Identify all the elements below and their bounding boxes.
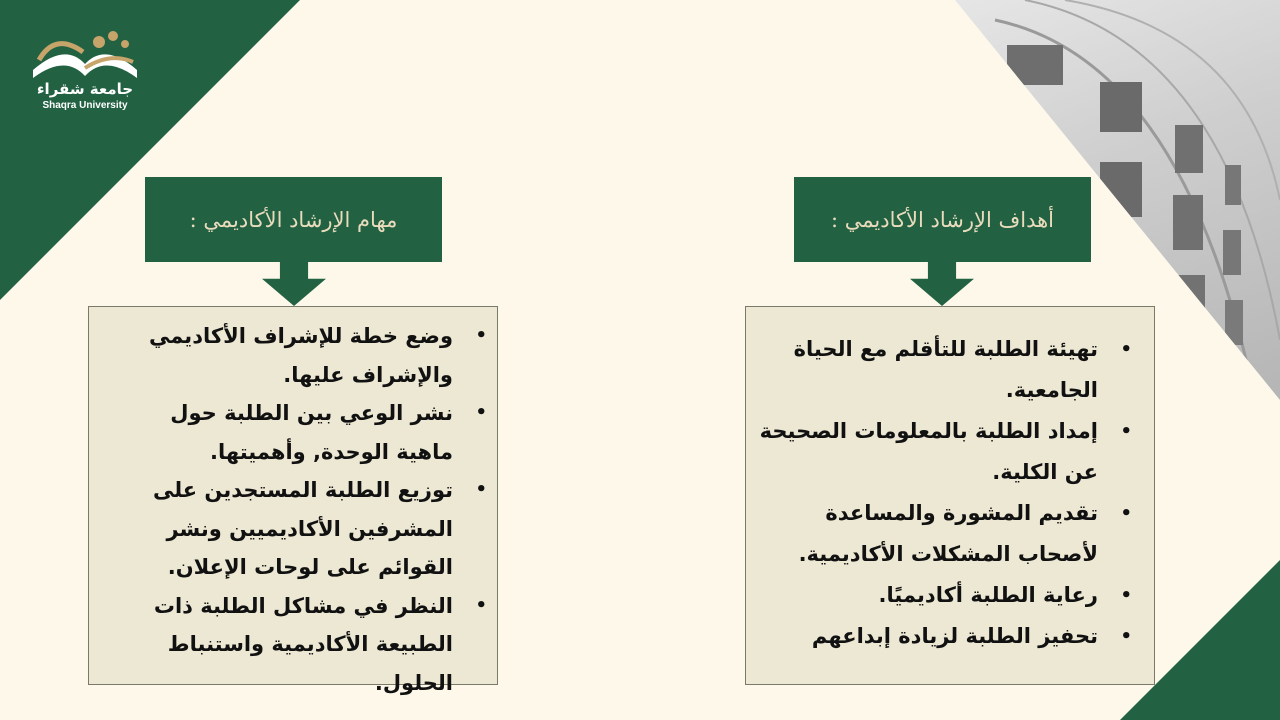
bullet-icon: • — [1120, 626, 1132, 647]
tasks-arrow-down-icon — [262, 262, 326, 306]
bullet-icon: • — [475, 479, 487, 500]
list-item: • تحفيز الطلبة لزيادة إبداعهم — [756, 616, 1098, 657]
tasks-panel — [88, 306, 498, 695]
bullet-icon: • — [1120, 421, 1132, 442]
tasks-header — [145, 177, 442, 262]
goals-panel — [745, 306, 1155, 685]
list-item: • وضع خطة للإشراف الأكاديمي والإشراف عليها. — [119, 317, 453, 394]
list-item: • نشر الوعي بين الطلبة حول ماهية الوحدة, وأهميتها. — [119, 394, 453, 471]
logo-arabic-name: جامعة شقراء — [36, 80, 134, 98]
university-logo — [25, 22, 145, 122]
bullet-icon: • — [475, 594, 487, 616]
logo-english-name: Shaqra University — [42, 100, 128, 111]
bullet-icon: • — [1120, 339, 1132, 360]
tasks-list — [89, 307, 497, 702]
list-item: • توزيع الطلبة المستجدين على المشرفين الأكاديميين ونشر القوائم على لوحات الإعلان. — [119, 471, 453, 587]
tasks-title: مهام الإرشاد الأكاديمي : — [189, 207, 398, 232]
list-item: • رعاية الطلبة أكاديميًا. — [756, 575, 1098, 616]
goals-title: أهداف الإرشاد الأكاديمي : — [831, 207, 1054, 232]
list-item: • النظر في مشاكل الطلبة ذات الطبيعة الأكاديمية واستنباط الحلول. — [119, 587, 453, 703]
list-item: • تقديم المشورة والمساعدة لأصحاب المشكلات الأكاديمية. — [756, 493, 1098, 575]
list-item: • إمداد الطلبة بالمعلومات الصحيحة عن الكلية. — [756, 411, 1098, 493]
bullet-icon: • — [1120, 585, 1132, 606]
goals-arrow-down-icon — [910, 262, 974, 306]
bullet-icon: • — [1120, 503, 1132, 524]
goals-list — [746, 307, 1154, 657]
bullet-icon: • — [475, 325, 487, 346]
bullet-icon: • — [475, 402, 487, 423]
goals-header — [794, 177, 1091, 262]
list-item: • تهيئة الطلبة للتأقلم مع الحياة الجامعية. — [756, 329, 1098, 411]
